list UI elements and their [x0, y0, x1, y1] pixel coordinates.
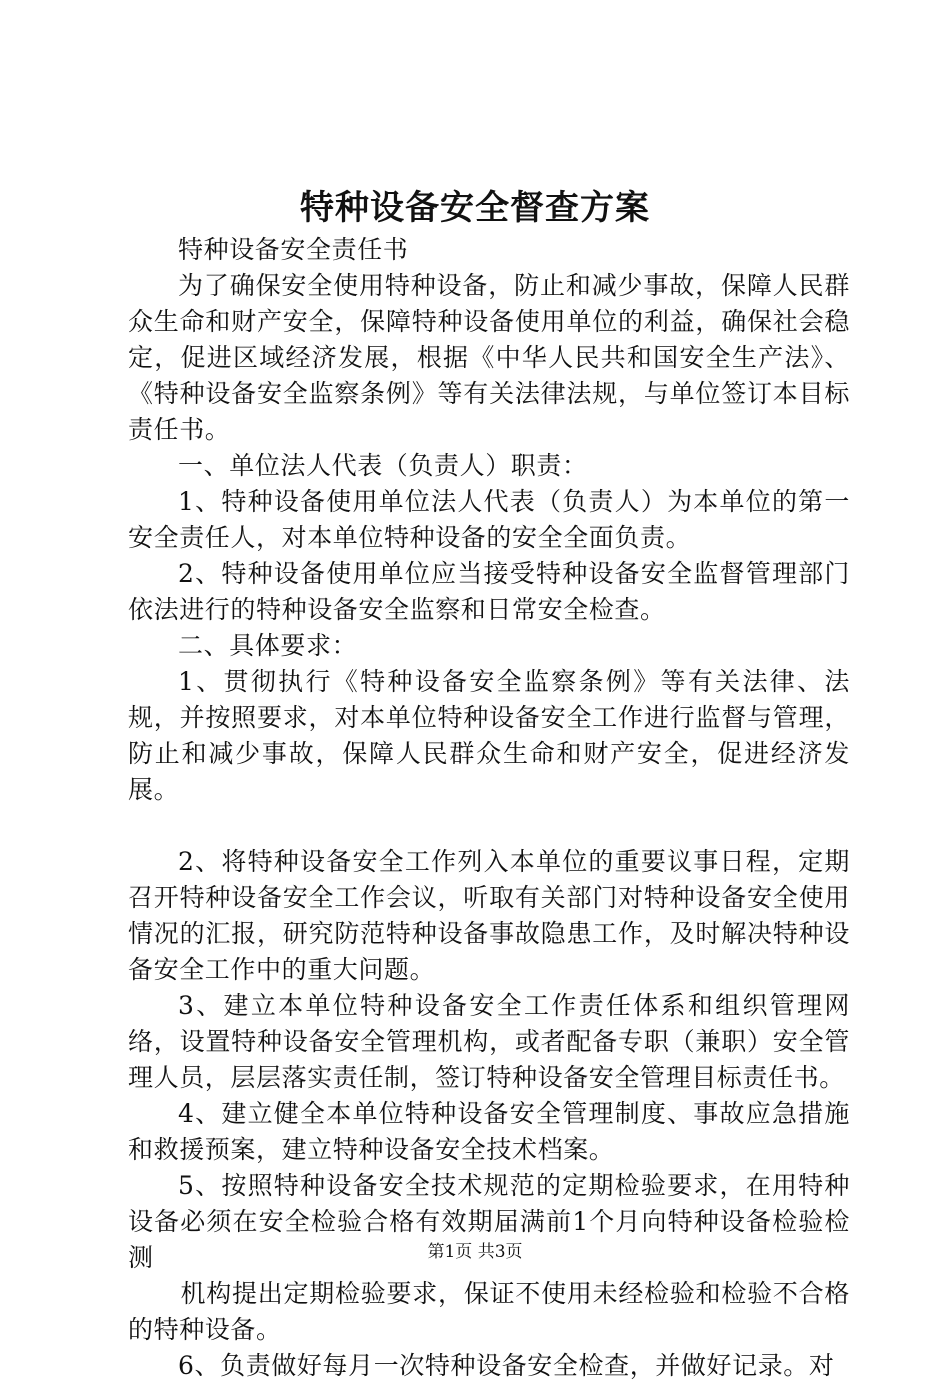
- paragraph-item: 1、特种设备使用单位法人代表（负责人）为本单位的第一安全责任人，对本单位特种设备的安全全面负责。: [128, 487, 850, 552]
- paragraph-item: 1、贯彻执行《特种设备安全监察条例》等有关法律、法规，并按照要求，对本单位特种设备安全工作进行监督与管理，防止和减少事故，保障人民群众生命和财产安全，促进经济发展。: [128, 667, 850, 804]
- paragraph-continuation: 机构提出定期检验要求，保证不使用未经检验和检验不合格的特种设备。: [128, 1279, 850, 1344]
- section-heading-2: 二、具体要求：: [178, 631, 358, 660]
- page-footer: 第1页 共3页: [427, 1242, 523, 1262]
- paragraph-item: 2、将特种设备安全工作列入本单位的重要议事日程，定期召开特种设备安全工作会议，听取有关部门对特种设备安全使用情况的汇报，研究防范特种设备事故隐患工作，及时解决特种设备安全工作中的重大问题。: [128, 847, 850, 984]
- paragraph-subtitle: 特种设备安全责任书: [178, 235, 409, 264]
- document-title: 特种设备安全督查方案: [300, 188, 650, 228]
- paragraph-item: 4、建立健全本单位特种设备安全管理制度、事故应急措施和救援预案，建立特种设备安全技术档案。: [128, 1099, 850, 1164]
- paragraph-item: 5、按照特种设备安全技术规范的定期检验要求，在用特种设备必须在安全检验合格有效期届满前1个月向特种设备检验检测: [128, 1171, 850, 1272]
- paragraph-item: 2、特种设备使用单位应当接受特种设备安全监督管理部门依法进行的特种设备安全监察和日常安全检查。: [128, 559, 850, 624]
- paragraph-intro: 为了确保安全使用特种设备，防止和减少事故，保障人民群众生命和财产安全，保障特种设备使用单位的利益，确保社会稳定，促进区域经济发展，根据《中华人民共和国安全生产法》、《特种设备安全监察条例》等有关法律法规，与单位签订本目标责任书。: [128, 271, 850, 444]
- document-body: [128, 232, 850, 1384]
- paragraph-item: 3、建立本单位特种设备安全工作责任体系和组织管理网络，设置特种设备安全管理机构，或者配备专职（兼职）安全管理人员，层层落实责任制，签订特种设备安全管理目标责任书。: [128, 991, 850, 1092]
- section-heading-1: 一、单位法人代表（负责人）职责：: [178, 451, 588, 480]
- paragraph-item: 6、负责做好每月一次特种设备安全检查，并做好记录。对: [178, 1351, 835, 1380]
